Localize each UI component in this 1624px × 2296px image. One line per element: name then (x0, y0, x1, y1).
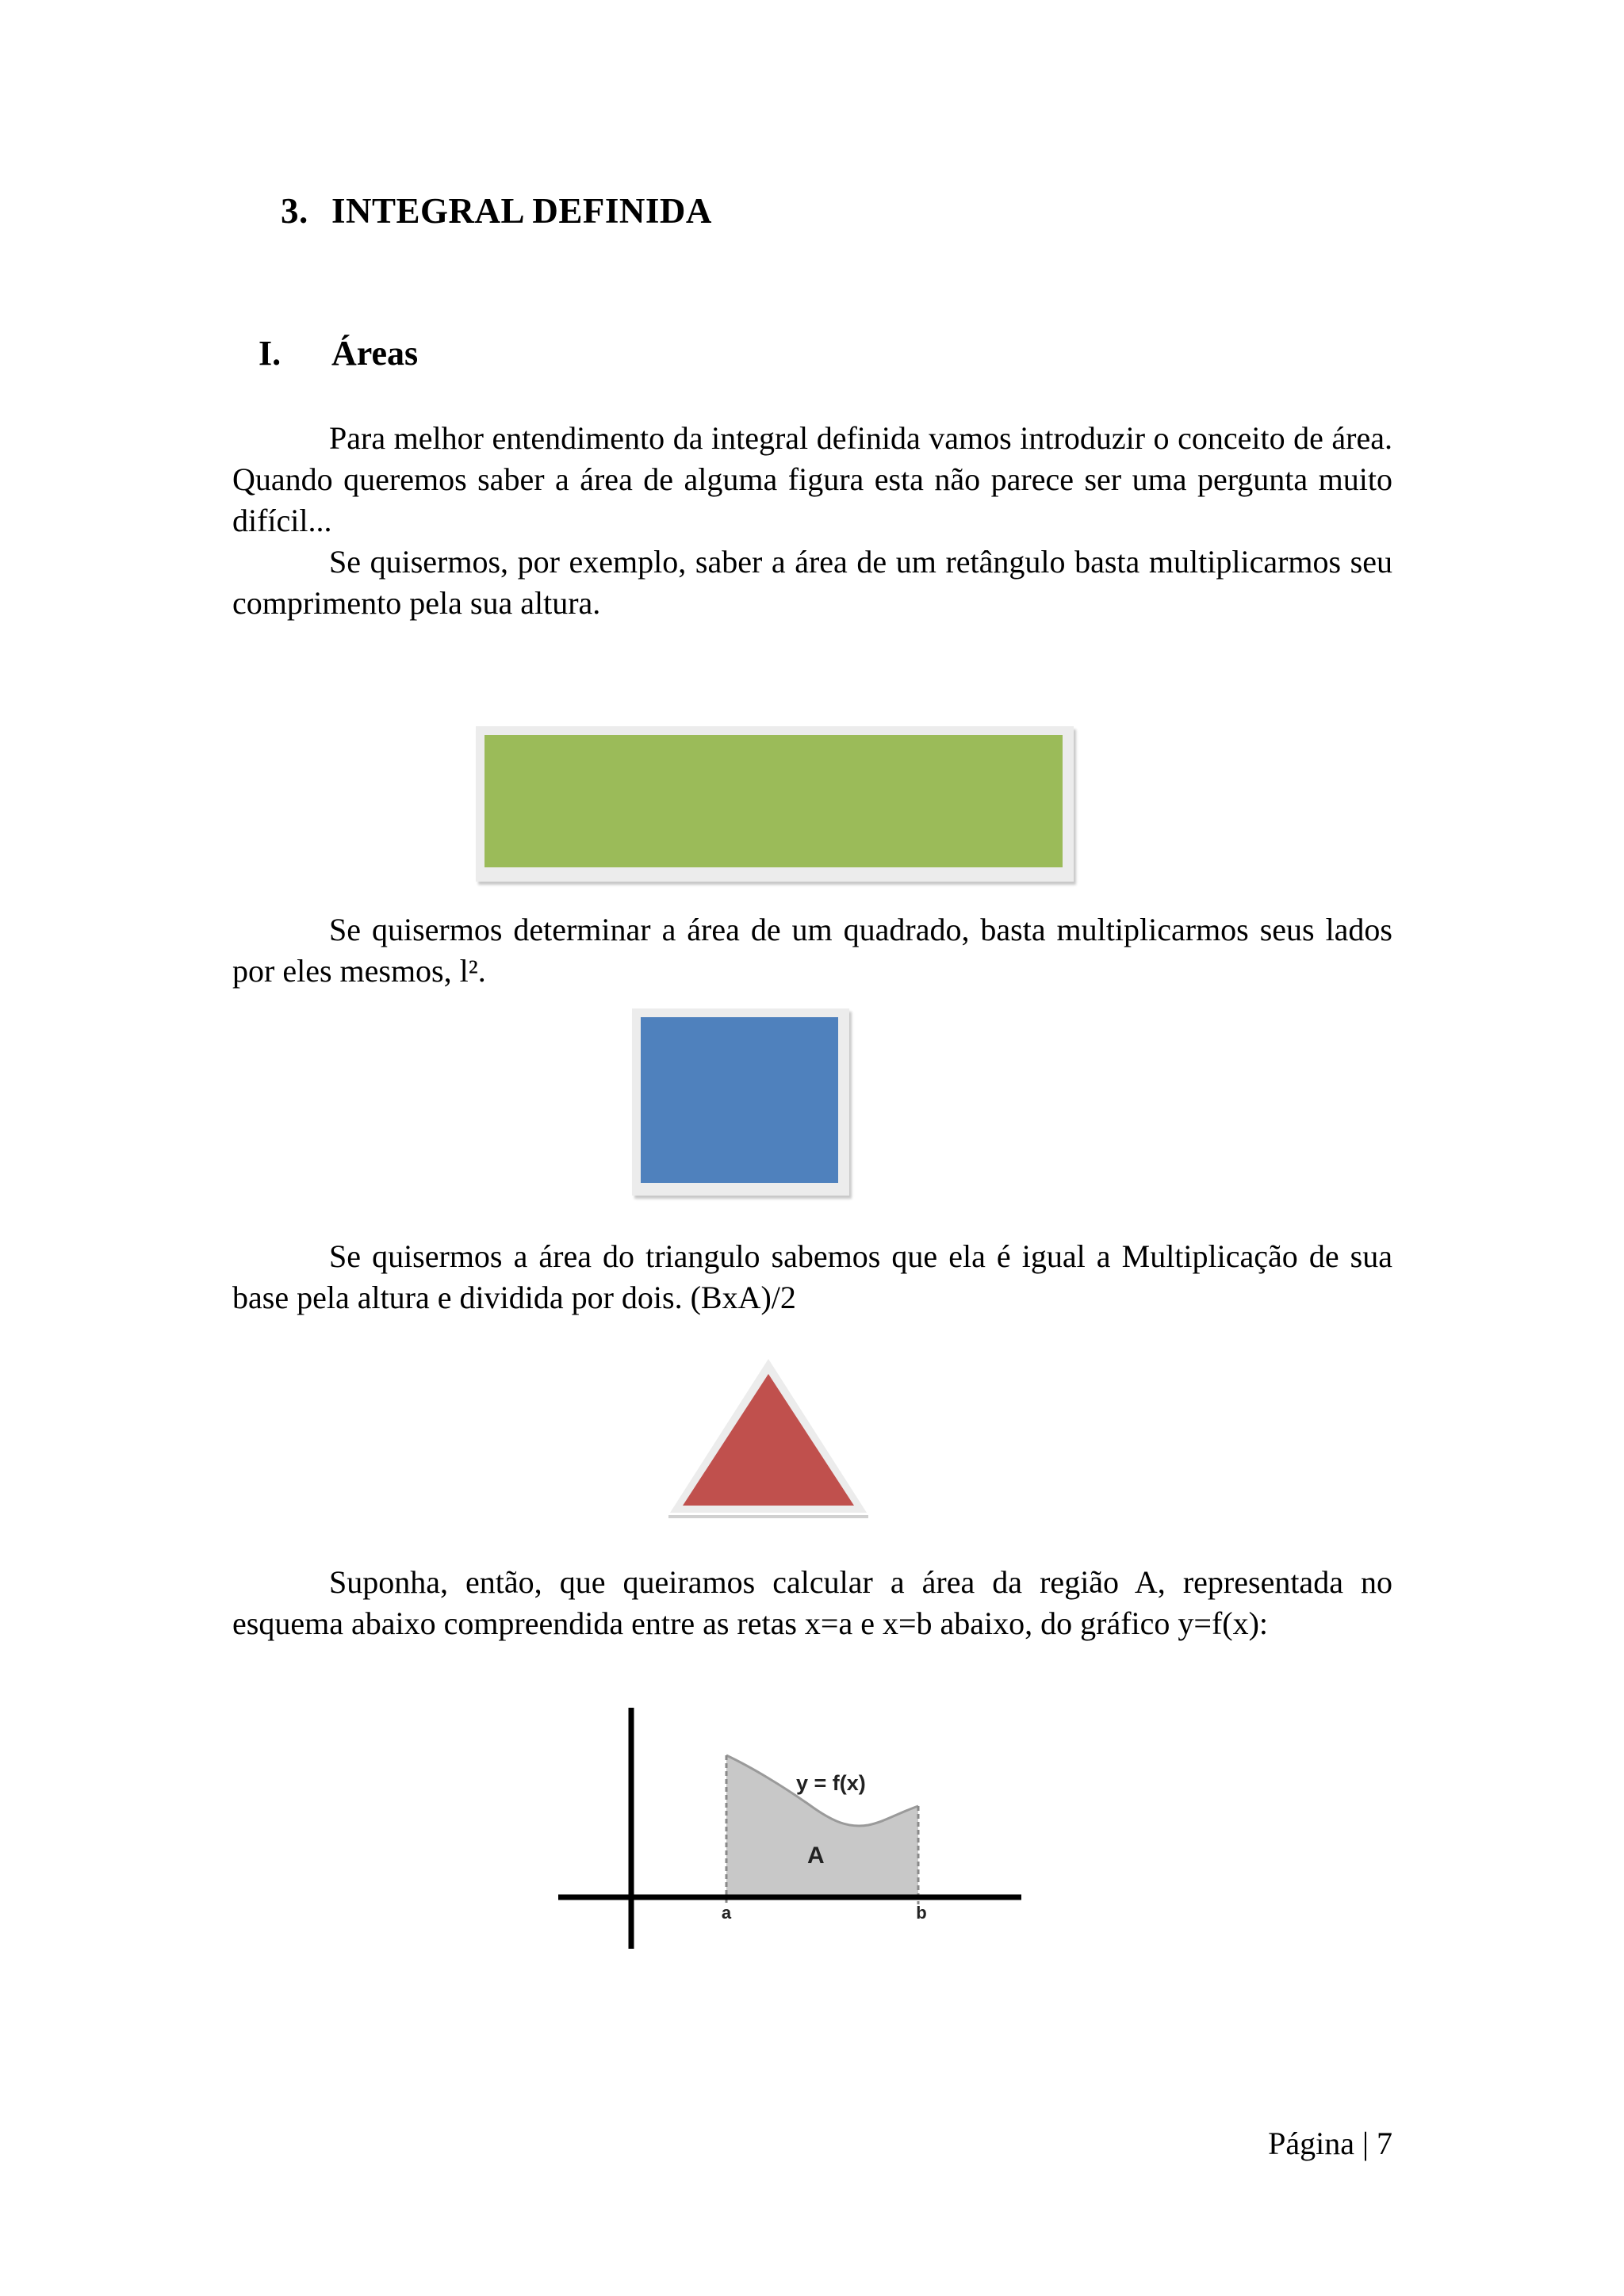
paragraph-region-a: Suponha, então, que queiramos calcular a área da região A, representada no esquema abaixo compreendida entre as retas x=a e x=b abaixo, do gráfico y=f(x): (232, 1564, 1392, 1641)
page-number: Página | 7 (1268, 2126, 1392, 2161)
paragraph-square: Se quisermos determinar a área de um quadrado, basta multiplicarmos seus lados por eles mesmos, l². (232, 912, 1392, 989)
square-shape (641, 1017, 838, 1183)
chapter-title: INTEGRAL DEFINIDA (331, 191, 712, 231)
label-b: b (916, 1903, 927, 1923)
rectangle-shape (485, 735, 1063, 867)
chapter-number: 3. (281, 191, 308, 231)
paragraph-area-intro: Para melhor entendimento da integral definida vamos introduzir o conceito de área. Quando queremos saber a área de alguma figura esta não parece ser uma pergunta muito difícil... (232, 420, 1392, 538)
section-title: Áreas (331, 334, 419, 373)
function-label: y = f(x) (796, 1771, 866, 1795)
triangle-shape (683, 1374, 854, 1506)
section-number: I. (259, 334, 282, 373)
region-label: A (807, 1843, 825, 1869)
paragraph-rectangle: Se quisermos, por exemplo, saber a área de um retângulo basta multiplicarmos seu comprimento pela sua altura. (232, 544, 1392, 621)
label-a: a (721, 1903, 732, 1923)
paragraph-triangle: Se quisermos a área do triangulo sabemos que ela é igual a Multiplicação de sua base pela altura e dividida por dois. (BxA)/2 (232, 1238, 1392, 1315)
square-figure (632, 1008, 849, 1196)
rectangle-figure (476, 726, 1074, 882)
triangle-figure (665, 1353, 872, 1524)
chapter-heading (281, 190, 712, 232)
area-graph-figure (547, 1697, 1039, 1958)
section-heading (259, 333, 418, 373)
